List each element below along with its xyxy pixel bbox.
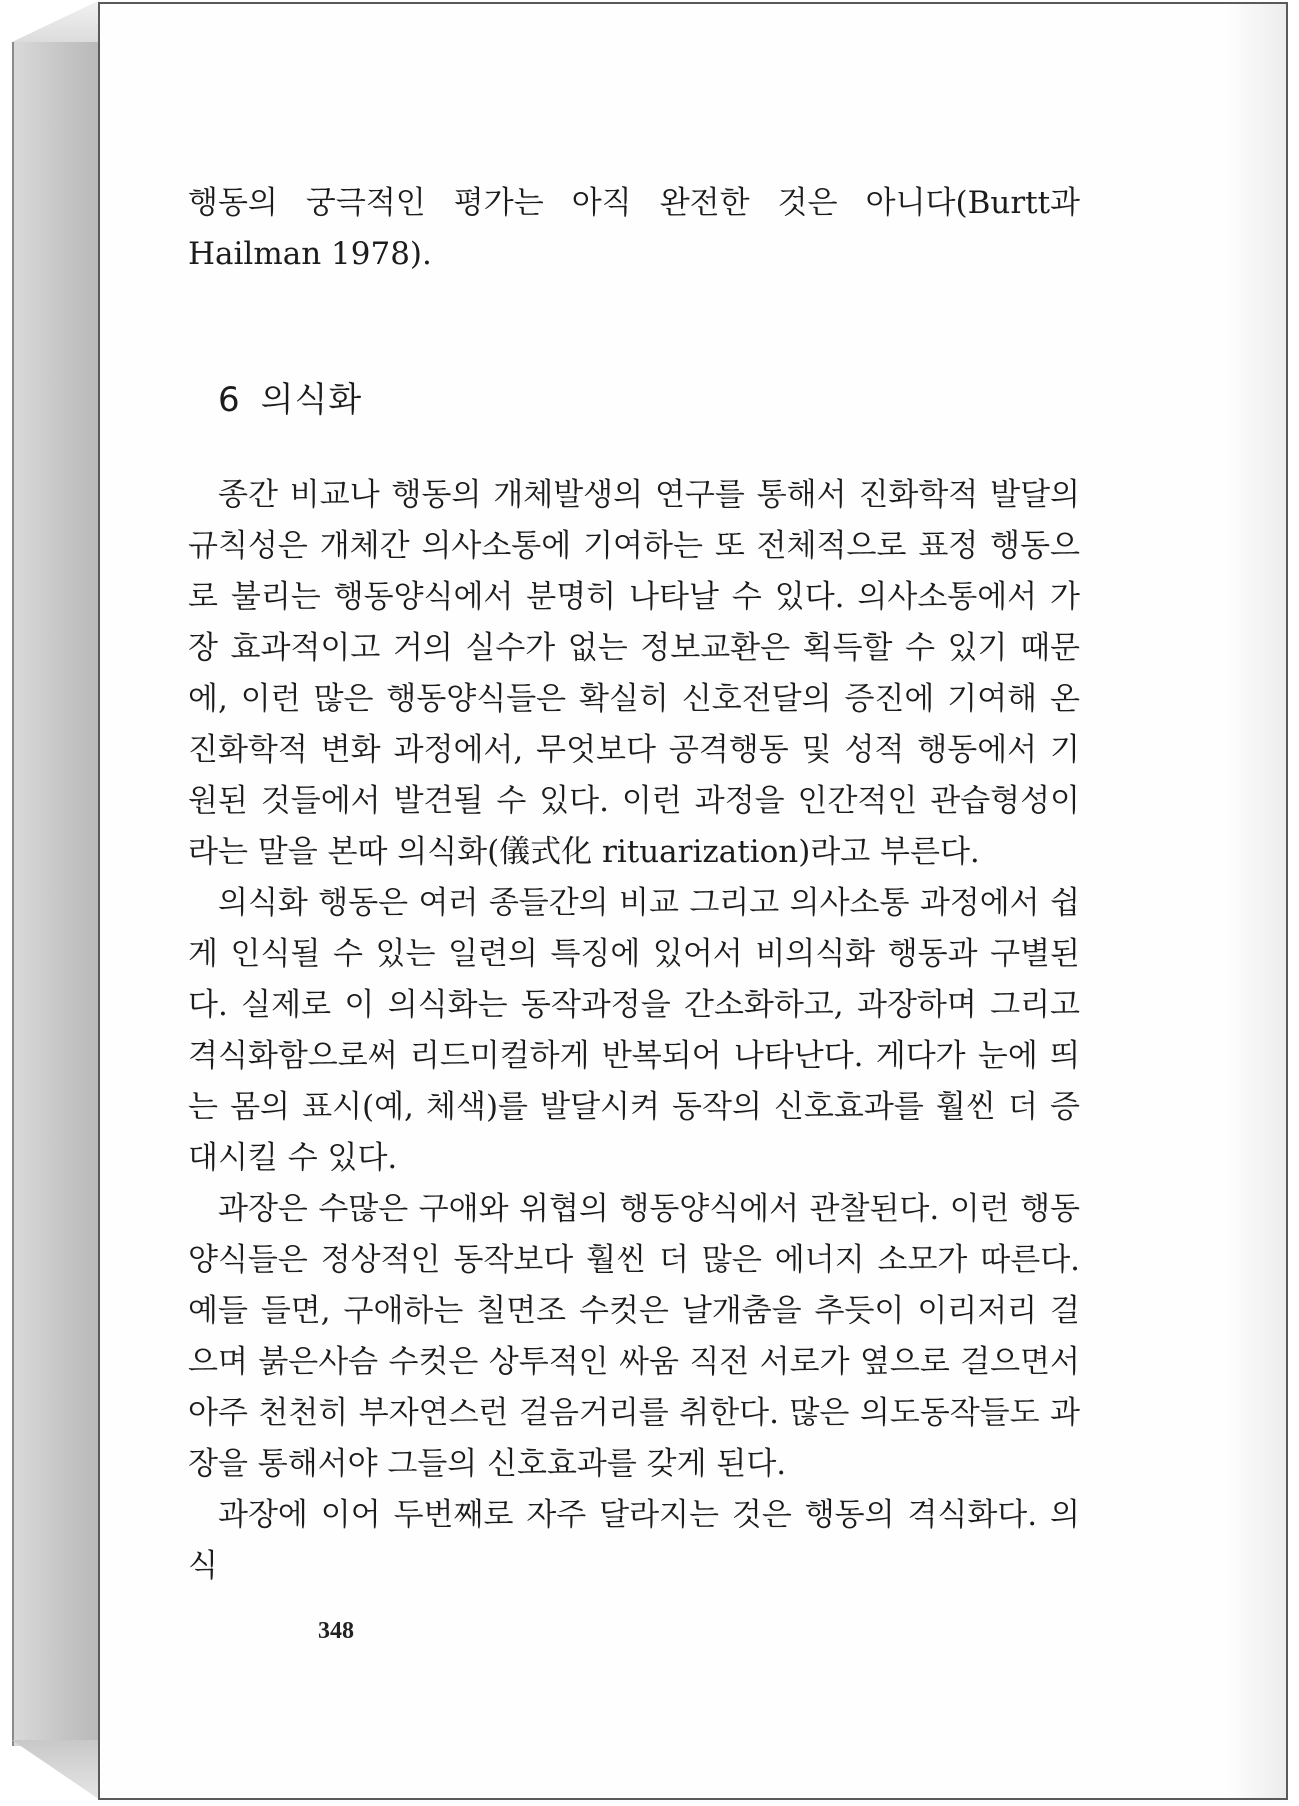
page-shadow (1226, 4, 1286, 1798)
section-heading (218, 375, 1080, 426)
body-paragraph: 과장에 이어 두번째로 자주 달라지는 것은 행동의 격식화다. 의식 (188, 1497, 1080, 1584)
book-bottom-edge (12, 1740, 100, 1800)
body-paragraph: 종간 비교나 행동의 개체발생의 연구를 통해서 진화학적 발달의 규칙성은 개체간 의사소통에 기여하는 또 전체적으로 표정 행동으로 불리는 행동양식에서 분명히 나타날 수 있다. 의사소통에서 가장 효과적이고 거의 실수가 없는 정보교환은 획득할 수 있기 때문에, 이런 많은 행동양식들은 확실히 신호전달의 증진에 기여해 온 진화학적 변화 과정에서, 무엇보다 공격행동 및 성적 행동에서 기원된 것들에서 발견될 수 있다. 이런 과정을 인간적인 관습형성이라는 말을 본따 의식화(儀式化 rituarization)라고 부른다. (188, 477, 1080, 870)
body-paragraph: 의식화 행동은 여러 종들간의 비교 그리고 의사소통 과정에서 쉽게 인식될 수 있는 일련의 특징에 있어서 비의식화 행동과 구별된다. 실제로 이 의식화는 동작과정을 간소화하고, 과장하며 그리고 격식화함으로써 리드미컬하게 반복되어 나타난다. 게다가 눈에 띄는 몸의 표시(예, 체색)를 발달시켜 동작의 신호효과를 훨씬 더 증대시킬 수 있다. (188, 885, 1080, 1176)
section-title: 의식화 (260, 380, 363, 420)
body-paragraph: 과장은 수많은 구애와 위협의 행동양식에서 관찰된다. 이런 행동양식들은 정상적인 동작보다 훨씬 더 많은 에너지 소모가 따른다. 예들 들면, 구애하는 칠면조 수컷은 날개춤을 추듯이 이리저리 걸으며 붉은사슴 수컷은 상투적인 싸움 직전 서로가 옆으로 걸으면서 아주 천천히 부자연스런 걸음거리를 취한다. 많은 의도동작들도 과장을 통해서야 그들의 신호효과를 갖게 된다. (188, 1191, 1080, 1482)
book-spine (12, 42, 102, 1746)
page-content (188, 178, 1080, 1592)
intro-paragraph: 행동의 궁극적인 평가는 아직 완전한 것은 아니다(Burtt과 Hailman 1978). (188, 185, 1080, 272)
book-top-edge (12, 0, 100, 42)
page-number: 348 (318, 1618, 354, 1644)
section-number: 6 (218, 380, 241, 420)
